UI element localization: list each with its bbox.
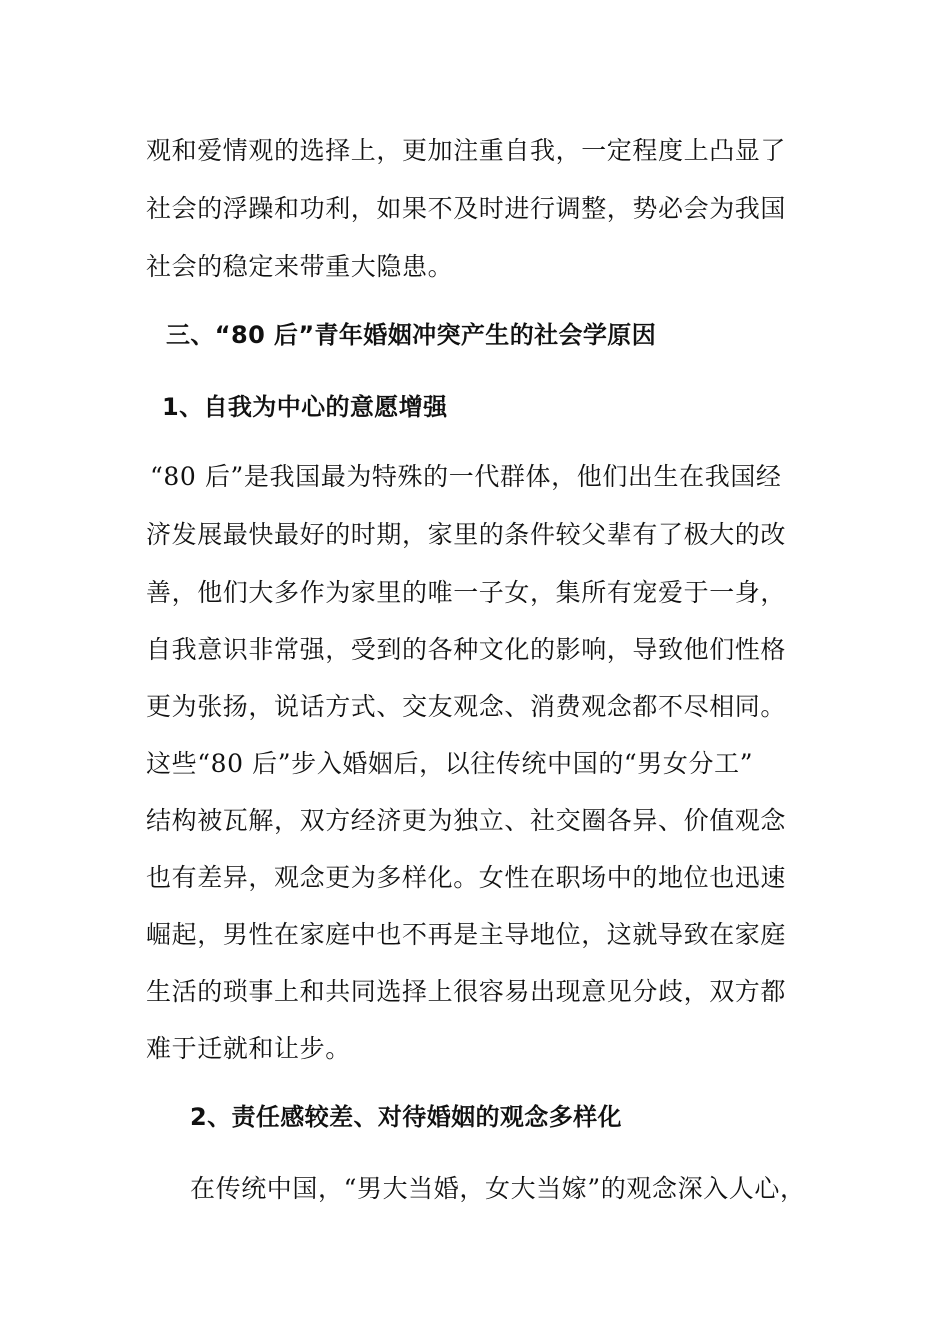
paragraph-line: 济发展最快最好的时期，家里的条件较父辈有了极大的改 [146,520,787,549]
paragraph-line: 更为张扬，说话方式、交友观念、消费观念都不尽相同。 [146,692,787,721]
subsection-heading-1: 1、自我为中心的意愿增强 [162,393,448,421]
subsection-heading-2: 2、责任感较差、对待婚姻的观念多样化 [190,1103,622,1131]
paragraph-line: 难于迁就和让步。 [146,1034,351,1063]
paragraph-line: 生活的琐事上和共同选择上很容易出现意见分歧，双方都 [146,977,787,1006]
paragraph-line: 在传统中国，“男大当婚，女大当嫁”的观念深入人心， [190,1174,806,1203]
paragraph-line: 善，他们大多作为家里的唯一子女，集所有宠爱于一身， [146,578,787,607]
paragraph-line: 这些“80 后”步入婚姻后，以往传统中国的“男女分工” [146,749,754,778]
paragraph-line: 结构被瓦解，双方经济更为独立、社交圈各异、价值观念 [146,806,787,835]
paragraph-line: 也有差异，观念更为多样化。女性在职场中的地位也迅速 [146,863,787,892]
paragraph-line: 自我意识非常强，受到的各种文化的影响，导致他们性格 [146,635,787,664]
paragraph-line: 观和爱情观的选择上，更加注重自我，一定程度上凸显了 [146,136,787,165]
paragraph-line: 崛起，男性在家庭中也不再是主导地位，这就导致在家庭 [146,920,787,949]
paragraph-line: 社会的浮躁和功利，如果不及时进行调整，势必会为我国 [146,194,787,223]
paragraph-line: 社会的稳定来带重大隐患。 [146,252,454,281]
section-heading: 三、“80 后”青年婚姻冲突产生的社会学原因 [166,321,657,349]
paragraph-line: “80 后”是我国最为特殊的一代群体，他们出生在我国经 [150,462,782,491]
